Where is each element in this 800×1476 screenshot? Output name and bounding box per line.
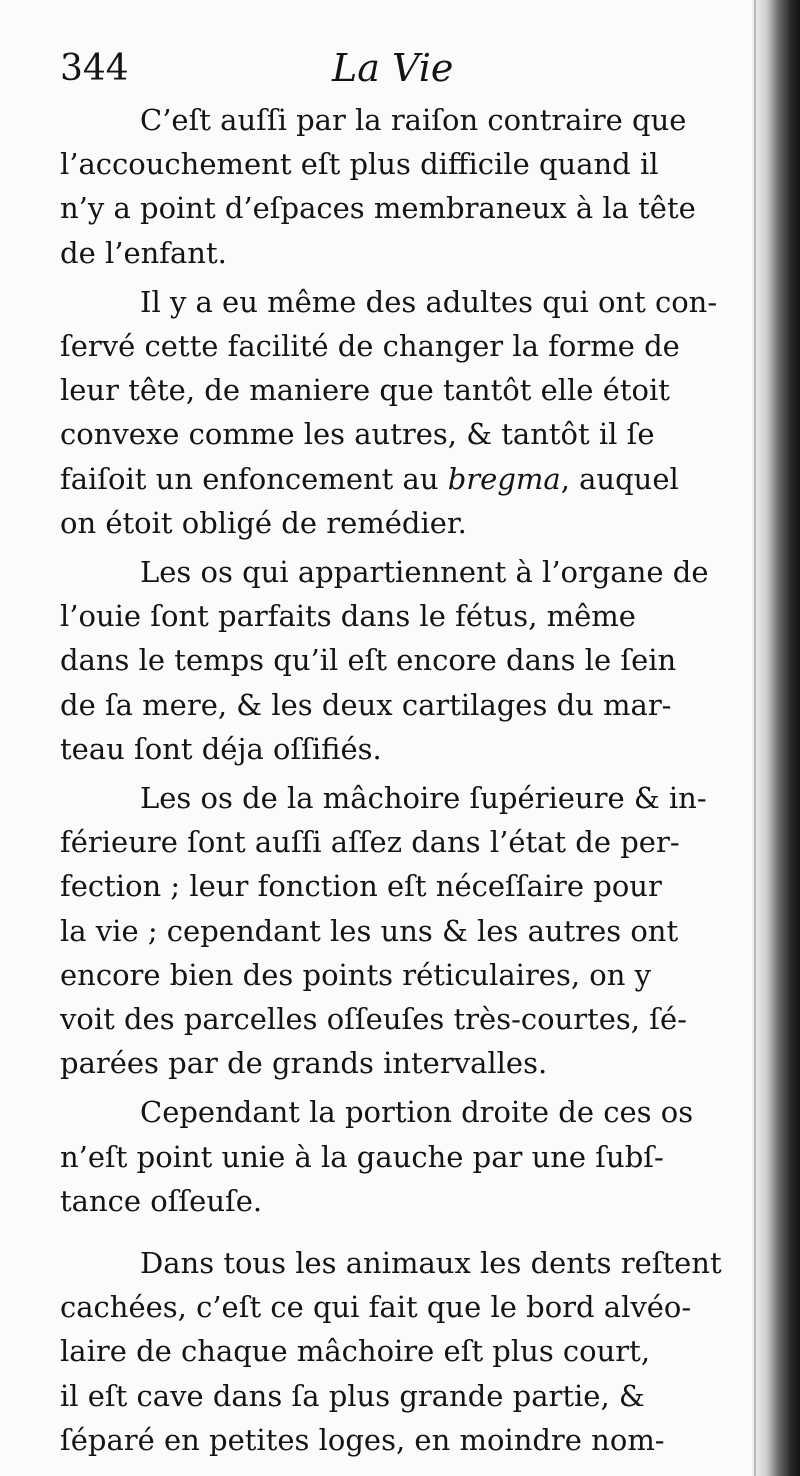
text-line-start: faiſoit un enfoncement au: [60, 461, 448, 496]
text-line: la vie ; cependant les uns & les autres ont: [60, 913, 679, 948]
text-line: Cependant la portion droite de ces os: [140, 1095, 694, 1130]
text-line: cachées, c’eſt ce qui fait que le bord alvéo-: [60, 1290, 692, 1325]
text-line: l’accouchement eſt plus difficile quand il: [60, 147, 659, 182]
paragraph: [60, 1090, 730, 1223]
text-line: dans le temps qu’il eſt encore dans le ſein: [60, 643, 677, 678]
text-line: parées par de grands intervalles.: [60, 1046, 548, 1081]
text-line-end: , auquel: [560, 461, 679, 496]
text-line: de ſa mere, & les deux cartilages du mar-: [60, 687, 672, 722]
text-line: convexe comme les autres, & tantôt il ſe: [60, 417, 655, 452]
text-line: n’eſt point unie à la gauche par une ſubſ-: [60, 1139, 664, 1174]
page-number: 344: [60, 48, 129, 89]
paragraph: [60, 776, 730, 1085]
page-binding-edge: [752, 0, 800, 1476]
text-line: fection ; leur fonction eſt néceſſaire pour: [60, 869, 662, 904]
text-line: de l’enfant.: [60, 235, 227, 270]
text-line: encore bien des points réticulaires, on y: [60, 957, 652, 992]
text-line: Les os de la mâchoire ſupérieure & in-: [140, 781, 707, 816]
text-line: férieure ſont auſſi aſſez dans l’état de per-: [60, 825, 680, 860]
italic-term: bregma: [447, 461, 561, 496]
paragraph: [60, 1241, 730, 1462]
text-line: leur tête, de maniere que tantôt elle étoit: [60, 373, 670, 408]
text-line: l’ouie ſont parfaits dans le fétus, même: [60, 599, 636, 634]
text-line: n’y a point d’eſpaces membraneux à la tête: [60, 191, 696, 226]
text-line: laire de chaque mâchoire eſt plus court,: [60, 1334, 651, 1369]
running-head: La Vie: [332, 46, 454, 90]
paragraph: [60, 98, 730, 275]
text-line: [60, 457, 730, 501]
text-line: tance oſſeuſe.: [60, 1183, 263, 1218]
text-line: Les os qui appartiennent à l’organe de: [140, 555, 709, 590]
paragraph: [60, 280, 730, 545]
paragraph: [60, 550, 730, 771]
text-line: ſéparé en petites loges, en moindre nom-: [60, 1422, 665, 1457]
page-header: [60, 42, 740, 102]
text-line: Il y a eu même des adultes qui ont con-: [140, 284, 718, 319]
text-line: Dans tous les animaux les dents reſtent: [140, 1246, 722, 1281]
text-line: ſervé cette facilité de changer la forme de: [60, 329, 680, 364]
text-line: teau ſont déja oſſifiés.: [60, 731, 382, 766]
text-line: il eſt cave dans ſa plus grande partie, &: [60, 1378, 645, 1413]
body-text: [60, 98, 730, 1462]
text-line: C’eſt auſſi par la raiſon contraire que: [140, 103, 687, 137]
text-line: on étoit obligé de remédier.: [60, 505, 467, 540]
text-line: voit des parcelles oſſeuſes très-courtes, ſé-: [60, 1002, 687, 1037]
page-edge-shadow: [754, 0, 756, 1476]
